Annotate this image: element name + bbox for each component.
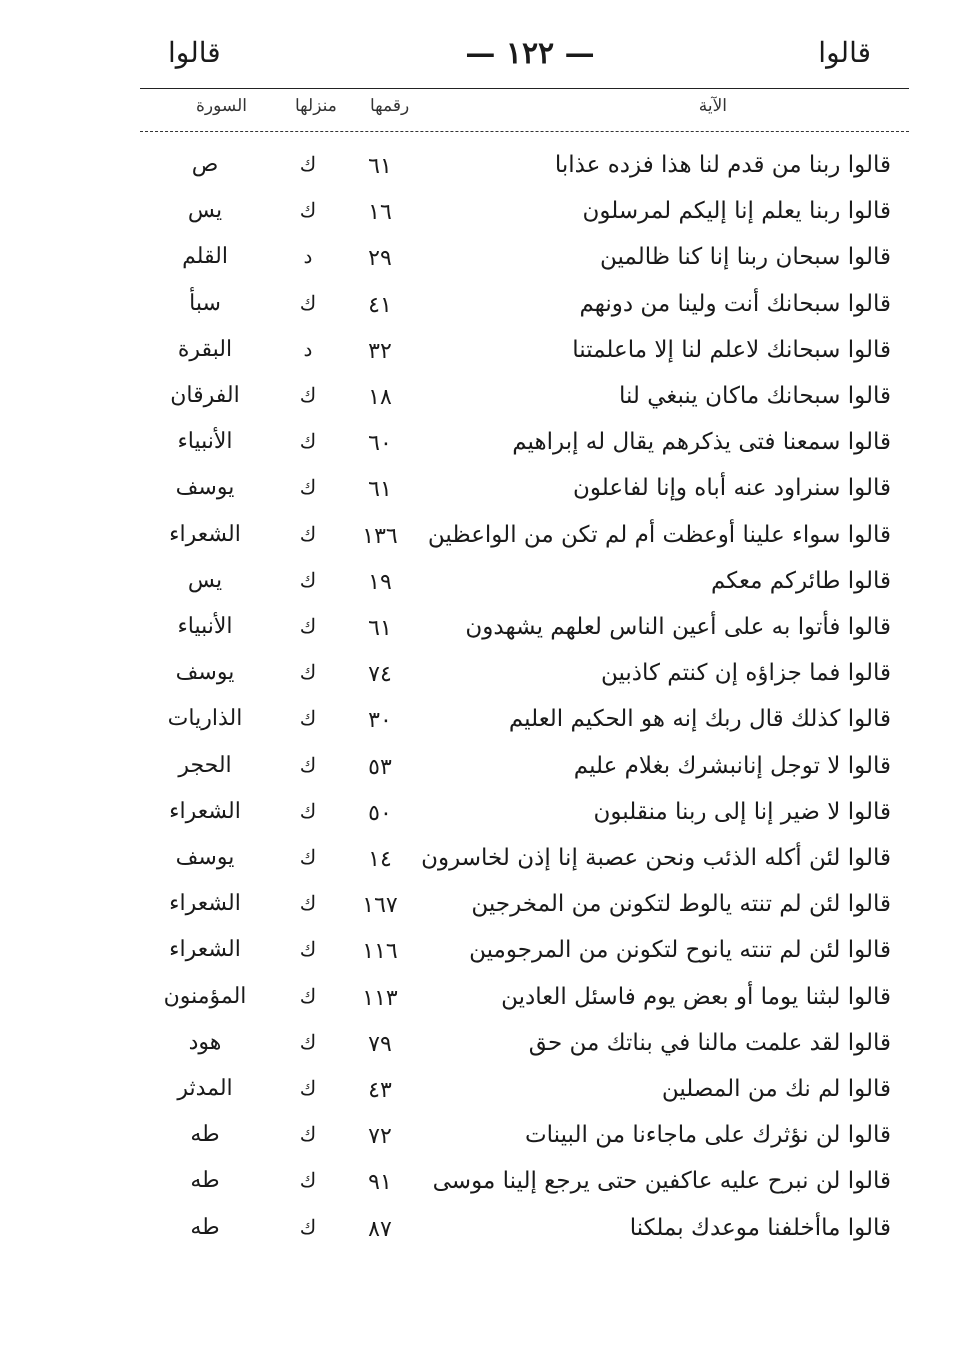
revelation-place: ك (299, 891, 317, 916)
revelation-place: ك (299, 521, 317, 546)
table-row (0, 194, 967, 240)
table-row (0, 1118, 967, 1164)
aya-number: ٧٢ (368, 1124, 392, 1150)
revelation-place: ك (299, 614, 317, 638)
aya-text: قالوا ربنا من قدم لنا هذا فزده عذابا (554, 152, 891, 178)
sura-name: الشعراء (169, 891, 241, 917)
running-header-left: قالوا (168, 36, 221, 69)
revelation-place: ك (299, 1122, 317, 1147)
aya-number: ٥٣ (368, 754, 392, 780)
sura-name: الفرقان (170, 383, 240, 408)
revelation-place: ك (299, 983, 317, 1008)
aya-text: قالوا سبحانك أنت ولينا من دونهم (579, 290, 891, 317)
table-row (0, 471, 967, 517)
revelation-place: ك (299, 1168, 317, 1193)
aya-number: ٧٤ (368, 662, 392, 688)
aya-number: ٦١ (368, 477, 392, 503)
aya-text: قالوا لم نك من المصلين (661, 1076, 891, 1102)
aya-number: ٧٩ (368, 1031, 392, 1057)
table-row (0, 1072, 967, 1118)
aya-text: قالوا سبحان ربنا إنا كنا ظالمين (599, 244, 891, 271)
revelation-place: ك (299, 937, 317, 962)
sura-name: سبأ (189, 290, 221, 316)
sura-name: ص (191, 152, 219, 177)
column-header-sura: السورة (196, 96, 247, 116)
aya-text: قالوا سبحانك ماكان ينبغي لنا (618, 383, 891, 409)
aya-number: ١٨ (368, 385, 392, 410)
sura-name: المدثر (177, 1076, 233, 1101)
aya-number: ١١٣ (362, 985, 398, 1011)
aya-number: ٦٠ (368, 431, 392, 457)
aya-number: ١٦ (368, 200, 392, 226)
aya-text: قالوا لئن لم تنته يالوط لتكونن من المخرجين (471, 891, 891, 918)
aya-text: قالوا سمعنا فتى يذكرهم يقال له إبراهيم (512, 429, 891, 456)
sura-name: طه (190, 1214, 220, 1240)
aya-text: قالوا سنراود عنه أباه وإنا لفاعلون (573, 475, 891, 502)
sura-name: القلم (182, 244, 228, 270)
sura-name: الأنبياء (177, 429, 233, 455)
table-row (0, 656, 967, 702)
sura-name: يوسف (175, 845, 235, 870)
aya-text: قالوا طائركم معكم (711, 567, 891, 594)
revelation-place: ك (299, 290, 317, 315)
sura-name: الشعراء (169, 521, 241, 547)
revelation-place: ك (299, 1076, 317, 1100)
sura-name: يوسف (175, 660, 235, 686)
aya-text: قالوا كذلك قال ربك إنه هو الحكيم العليم (508, 706, 891, 733)
revelation-place: ك (299, 798, 317, 823)
table-row (0, 379, 967, 425)
sura-name: الشعراء (169, 937, 241, 963)
table-row (0, 887, 967, 933)
table-row (0, 610, 967, 656)
revelation-place: ك (299, 845, 317, 869)
aya-number: ١٤ (368, 847, 392, 872)
aya-text: قالوا فأتوا به على أعين الناس لعلهم يشهدون (465, 614, 891, 640)
aya-number: ٣٢ (368, 338, 392, 364)
top-rule (140, 88, 909, 89)
running-header-right: قالوا (818, 36, 871, 69)
aya-number: ١٦٧ (362, 893, 398, 919)
revelation-place: ك (299, 567, 317, 592)
sura-name: طه (190, 1122, 220, 1148)
aya-text: قالوا ماأخلفنا موعدك بملكنا (629, 1214, 891, 1241)
revelation-place: ك (299, 660, 317, 685)
table-row (0, 795, 967, 841)
revelation-place: ك (299, 475, 317, 500)
table-row (0, 1211, 967, 1257)
table-row (0, 425, 967, 471)
aya-text: قالوا لقد علمت مالنا في بناتك من حق (528, 1029, 891, 1056)
sura-name: هود (188, 1029, 222, 1055)
aya-text: قالوا لن نؤثرك على ماجاءنا من البينات (525, 1122, 891, 1149)
sura-name: الأنبياء (177, 614, 233, 639)
aya-number: ٥٠ (368, 800, 392, 826)
page-number: — ١٢٢ — (465, 36, 595, 71)
table-row (0, 148, 967, 194)
aya-number: ٨٧ (368, 1216, 392, 1242)
aya-number: ٦١ (368, 154, 392, 179)
revelation-place: ك (299, 1214, 317, 1239)
sura-name: يس (187, 198, 223, 224)
aya-text: قالوا سواء علينا أوعظت أم لم تكن من الواعظين (427, 521, 891, 548)
aya-text: قالوا لا توجل إنانبشرك بغلام عليم (573, 752, 891, 779)
aya-number: ٤١ (368, 292, 392, 318)
aya-text: قالوا لئن أكله الذئب ونحن عصبة إنا إذن لخاسرون (421, 845, 891, 871)
sura-name: البقرة (177, 336, 233, 362)
revelation-place: ك (299, 429, 317, 454)
sura-name: طه (190, 1168, 220, 1194)
table-row (0, 980, 967, 1026)
revelation-place: د (303, 336, 313, 361)
sura-name: المؤمنون (163, 983, 247, 1009)
table-row (0, 841, 967, 887)
revelation-place: ك (299, 752, 317, 777)
aya-number: ٩١ (368, 1170, 392, 1196)
revelation-place: ك (299, 706, 317, 731)
table-row (0, 749, 967, 795)
sura-name: الذاريات (167, 706, 243, 732)
table-row (0, 240, 967, 286)
sura-name: الحجر (178, 752, 232, 778)
column-header-aya: الآية (698, 96, 727, 116)
table-row (0, 287, 967, 333)
revelation-place: ك (299, 1029, 317, 1054)
aya-text: قالوا لن نبرح عليه عاكفين حتى يرجع إلينا موسى (432, 1168, 891, 1195)
aya-number: ٣٠ (368, 708, 392, 734)
aya-text: قالوا فما جزاؤه إن كنتم كاذبين (600, 660, 891, 687)
column-header-number: رقمها (370, 96, 410, 116)
table-row (0, 1026, 967, 1072)
table-row (0, 564, 967, 610)
revelation-place: ك (299, 383, 317, 407)
aya-text: قالوا لا ضير إنا إلى ربنا منقلبون (593, 798, 891, 825)
sura-name: الشعراء (169, 798, 241, 824)
aya-text: قالوا لئن لم تنته يانوح لتكونن من المرجومين (469, 937, 891, 964)
aya-number: ١٣٦ (362, 523, 398, 549)
revelation-place: د (303, 244, 313, 269)
table-row (0, 333, 967, 379)
revelation-place: ك (299, 198, 317, 223)
table-row (0, 518, 967, 564)
revelation-place: ك (299, 152, 317, 176)
aya-number: ٦١ (368, 616, 392, 641)
aya-number: ٤٣ (368, 1078, 392, 1103)
table-row (0, 702, 967, 748)
column-header-place: منزلها (295, 96, 337, 116)
aya-number: ٢٩ (368, 246, 392, 272)
sura-name: يوسف (175, 475, 235, 501)
sura-name: يس (187, 567, 223, 593)
aya-text: قالوا ربنا يعلم إنا إليكم لمرسلون (582, 198, 891, 225)
aya-text: قالوا لبثنا يوما أو بعض يوم فاسئل العادين (501, 983, 891, 1010)
aya-number: ١٩ (368, 569, 392, 595)
header-rule (140, 131, 909, 132)
table-row (0, 1164, 967, 1210)
aya-number: ١١٦ (362, 939, 398, 965)
table-row (0, 933, 967, 979)
aya-text: قالوا سبحانك لاعلم لنا إلا ماعلمتنا (572, 336, 891, 363)
